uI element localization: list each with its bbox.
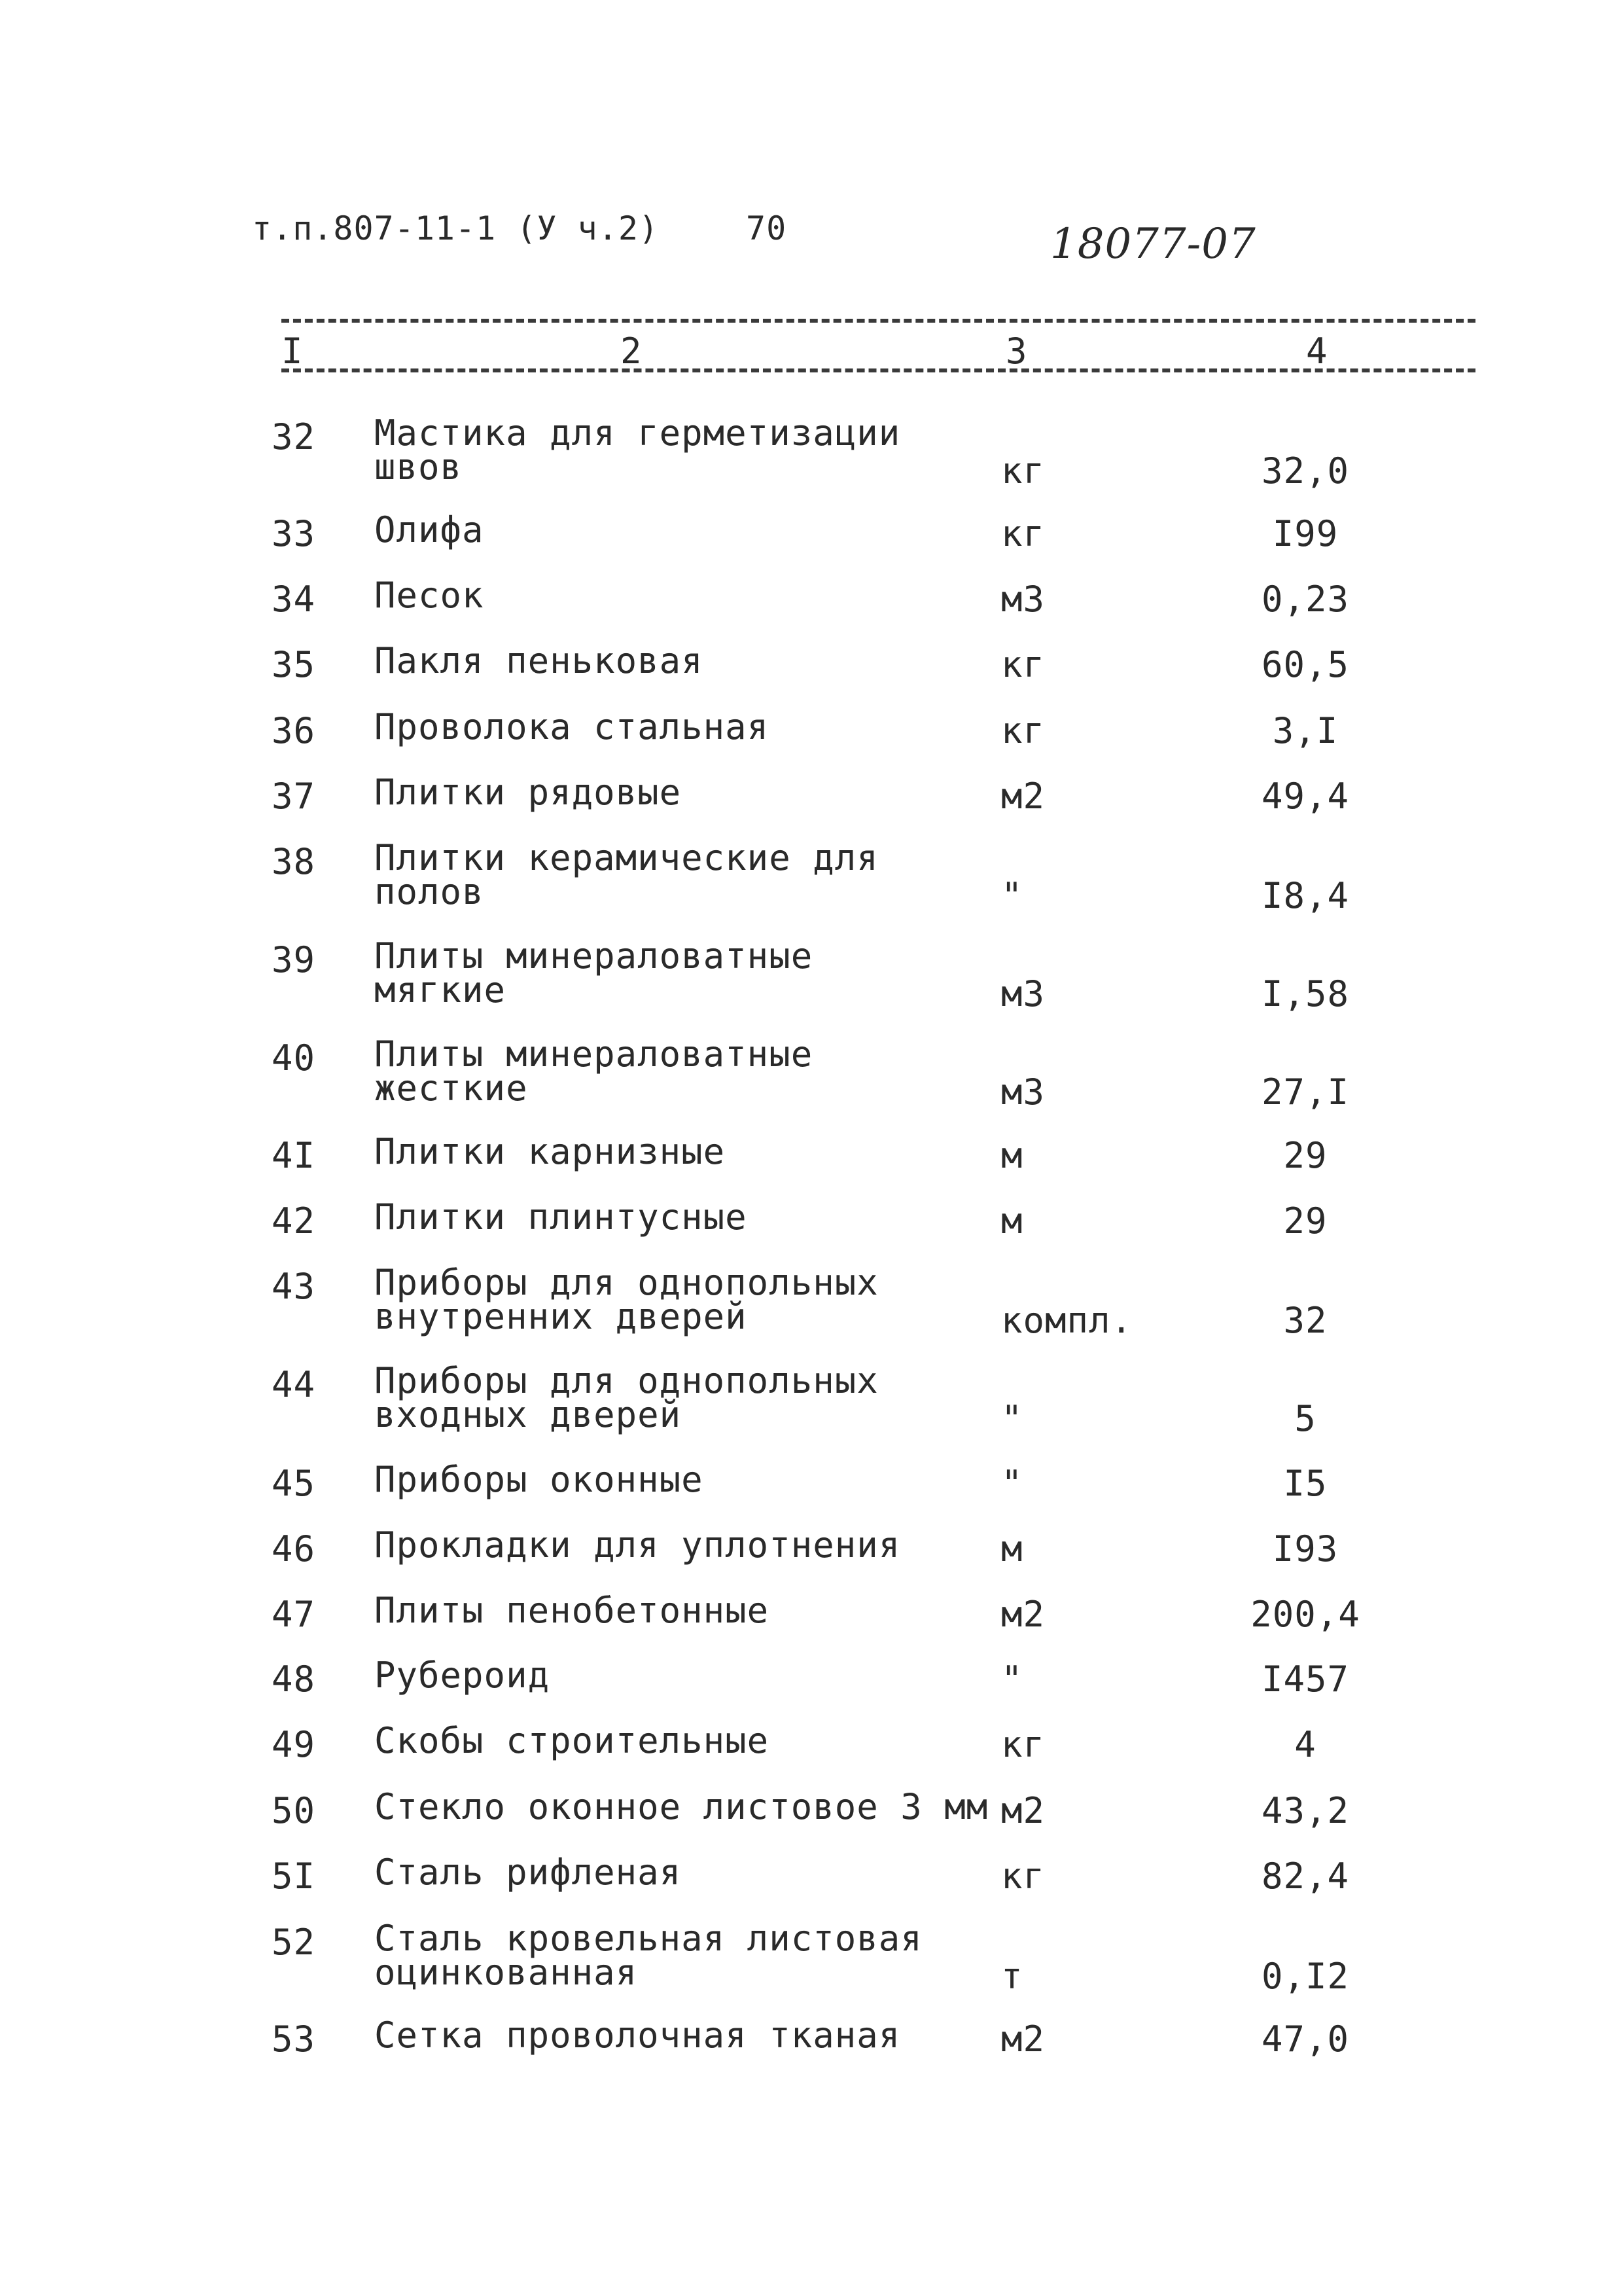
material-name: Сталь рифленая: [374, 1852, 682, 1893]
unit-of-measure: кг: [1001, 1724, 1046, 1765]
row-number: 37: [272, 776, 316, 817]
quantity: I457: [1261, 1659, 1350, 1700]
quantity: I8,4: [1261, 875, 1350, 916]
quantity: 5: [1294, 1398, 1316, 1439]
quantity: I,58: [1261, 973, 1350, 1014]
page-number: 70: [746, 209, 787, 247]
unit-of-measure: ": [1001, 1463, 1023, 1504]
material-name: Рубероид: [374, 1655, 550, 1696]
unit-of-measure: кг: [1001, 450, 1046, 492]
material-name: Прокладки для уплотнения: [374, 1524, 901, 1566]
quantity: 47,0: [1261, 2018, 1350, 2060]
quantity: 29: [1283, 1200, 1328, 1242]
table-header-rule: [281, 368, 1475, 372]
quantity: 0,23: [1261, 579, 1350, 620]
material-name: Сетка проволочная тканая: [374, 2015, 901, 2056]
document-code: т.п.807-11-1 (У ч.2): [252, 209, 660, 247]
quantity: I5: [1283, 1463, 1328, 1504]
material-name: Песок: [374, 575, 484, 616]
unit-of-measure: кг: [1001, 710, 1046, 751]
column-number-4: 4: [1306, 331, 1328, 372]
unit-of-measure: компл.: [1001, 1300, 1133, 1341]
unit-of-measure: м2: [1001, 1594, 1046, 1635]
material-name: Плитки керамические для полов: [374, 837, 879, 912]
material-name: Приборы для однопольных внутренних дверей: [374, 1262, 879, 1337]
material-name: Стекло оконное листовое 3 мм: [374, 1786, 989, 1827]
quantity: 3,I: [1272, 710, 1339, 751]
row-number: 5I: [272, 1856, 316, 1897]
unit-of-measure: ": [1001, 1398, 1023, 1439]
row-number: 39: [272, 939, 316, 980]
column-number-1: I: [281, 331, 303, 372]
row-number: 32: [272, 416, 316, 457]
row-number: 34: [272, 579, 316, 620]
quantity: 32: [1283, 1300, 1328, 1341]
material-name: Скобы строительные: [374, 1720, 769, 1761]
material-name: Пакля пеньковая: [374, 640, 703, 681]
quantity: I99: [1272, 513, 1339, 554]
handwritten-number: 18077-07: [1050, 220, 1256, 268]
material-name: Олифа: [374, 509, 484, 550]
unit-of-measure: м: [1001, 1135, 1023, 1176]
material-name: Плиты минераловатные жесткие: [374, 1033, 813, 1109]
unit-of-measure: ": [1001, 875, 1023, 916]
row-number: 35: [272, 644, 316, 685]
row-number: 52: [272, 1922, 316, 1963]
quantity: 0,I2: [1261, 1956, 1350, 1997]
column-number-2: 2: [620, 331, 642, 372]
quantity: 27,I: [1261, 1071, 1350, 1113]
unit-of-measure: м3: [1001, 579, 1046, 620]
row-number: 47: [272, 1594, 316, 1635]
quantity: 4: [1294, 1724, 1316, 1765]
unit-of-measure: м2: [1001, 776, 1046, 817]
material-name: Приборы оконные: [374, 1459, 703, 1500]
quantity: 200,4: [1250, 1594, 1360, 1635]
row-number: 33: [272, 513, 316, 554]
material-name: Плиты минераловатные мягкие: [374, 935, 813, 1011]
unit-of-measure: м: [1001, 1528, 1023, 1570]
material-name: Приборы для однопольных входных дверей: [374, 1360, 879, 1435]
unit-of-measure: т: [1001, 1956, 1023, 1997]
row-number: 38: [272, 841, 316, 882]
unit-of-measure: ": [1001, 1659, 1023, 1700]
material-name: Плиты пенобетонные: [374, 1590, 769, 1631]
quantity: I93: [1272, 1528, 1339, 1570]
table-top-rule: [281, 319, 1475, 323]
row-number: 40: [272, 1037, 316, 1079]
material-name: Плитки карнизные: [374, 1131, 726, 1172]
material-name: Проволока стальная: [374, 706, 769, 747]
unit-of-measure: кг: [1001, 1856, 1046, 1897]
material-name: Плитки рядовые: [374, 772, 682, 813]
quantity: 32,0: [1261, 450, 1350, 492]
row-number: 46: [272, 1528, 316, 1570]
quantity: 43,2: [1261, 1790, 1350, 1831]
row-number: 49: [272, 1724, 316, 1765]
material-name: Плитки плинтусные: [374, 1196, 747, 1238]
unit-of-measure: м3: [1001, 1071, 1046, 1113]
quantity: 60,5: [1261, 644, 1350, 685]
unit-of-measure: м2: [1001, 1790, 1046, 1831]
material-name: Мастика для герметизации швов: [374, 412, 901, 488]
unit-of-measure: кг: [1001, 513, 1046, 554]
unit-of-measure: м3: [1001, 973, 1046, 1014]
unit-of-measure: м2: [1001, 2018, 1046, 2060]
unit-of-measure: кг: [1001, 644, 1046, 685]
column-number-3: 3: [1006, 331, 1027, 372]
quantity: 49,4: [1261, 776, 1350, 817]
row-number: 43: [272, 1266, 316, 1307]
row-number: 53: [272, 2018, 316, 2060]
row-number: 44: [272, 1364, 316, 1405]
row-number: 45: [272, 1463, 316, 1504]
row-number: 48: [272, 1659, 316, 1700]
quantity: 29: [1283, 1135, 1328, 1176]
row-number: 36: [272, 710, 316, 751]
unit-of-measure: м: [1001, 1200, 1023, 1242]
quantity: 82,4: [1261, 1856, 1350, 1897]
row-number: 50: [272, 1790, 316, 1831]
row-number: 42: [272, 1200, 316, 1242]
row-number: 4I: [272, 1135, 316, 1176]
material-name: Сталь кровельная листовая оцинкованная: [374, 1918, 923, 1993]
